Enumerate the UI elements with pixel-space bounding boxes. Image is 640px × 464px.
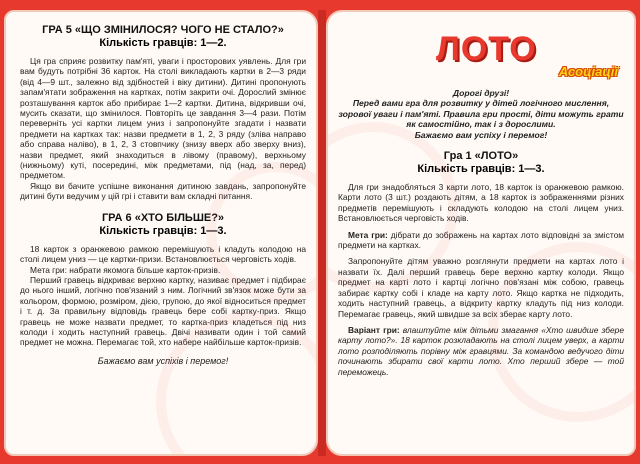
game5-title: ГРА 5 «ЩО ЗМІНИЛОСЯ? ЧОГО НЕ СТАЛО?» xyxy=(42,24,284,36)
game6-paragraph: Перший гравець відкриває верхню картку, називає предмет і підбирає до нього інший, логічно пов'язаний з ним. Логічний зв'язок може бути за кольором, формою, розміром, дією, групою, до якої відноситься предмет і т. д. За правильну відповідь гравець бере собі картку-приз. Якщо гравець не може назвати предмет, то картка-приз кладеться під низ колоди і ходить наступний гравець. Двічі називати один і той самий предмет не можна. Перемагає той, хто набере найбільше карток-призів. xyxy=(20,274,306,348)
game6-closing: Бажаємо вам успіхів і перемог! xyxy=(97,355,229,366)
goal-text: дібрати до зображень на картах лото відповідні за змістом предмети на картках. xyxy=(338,229,624,251)
intro xyxy=(338,88,624,140)
game6-title: ГРА 6 «ХТО БІЛЬШЕ?» xyxy=(101,211,225,224)
game6-players: Кількість гравців: 1—3. xyxy=(99,224,227,237)
goal-label: Мета гри: xyxy=(348,229,388,240)
intro-text: Перед вами гра для розвитку у дітей логічного мислення, зорової уваги і пам'яті. Правила гри прості, діти можуть грати як самостійно, так і з дорослими. xyxy=(338,98,624,130)
spine xyxy=(318,10,326,456)
variant-text: влаштуйте між дітьми змагання «Хто швидше зберe карту лото?». 18 карток розкладають на столі лицем уверх, а карти лото розподіляють порівну між гравцями. За командою ведучого діти починають збирати свої карти лото. Хто перший збере — той переможець. xyxy=(338,324,624,377)
logo-area xyxy=(338,18,624,88)
game5-paragraph: Ця гра сприяє розвитку пам'яті, уваги і просторових уявлень. Для гри вам будуть потрібні 36 карток. На столі викладають картки в 2—3 ряди (від 4—9 шт., залежно від здібностей і віку дитини). Дитині пропонують запам'ятати зображення на картках, потім закрити очі. Дорослий змінює розташування карток або прибирає 1—2 картки. Дитина, відкривши очі, мусить сказати, що змінилося. Повторіть це завдання 3—4 рази. Потім переверніть усі картки лицем униз і запропонуйте згадати і назвати предмети на картках так: назви предмети в 1, 2, 3 ряду (зліва направо або справа наліво), в 1, 2, 3 стовпчику (знизу вверх або зверху вниз), назви предмет, який знаходиться в лівому (правому), верхньому (нижньому) куті, посередині, між предметами, під (над, за, перед) предметом. xyxy=(20,56,306,181)
intro-greeting: Дорогі друзі! xyxy=(452,88,510,98)
game1-paragraph: Запропонуйте дітям уважно розглянути предмети на картах лото і назвати їх. Далі перший гравець бере верхню картку колоди. Якщо предмет на карті лото і картці логічно пов'язані між собою, гравець забирає картку собі і кладе на карту лото. Якщо картка не підходить, ходить наступний гравець, а відкриту картку кладуть під низ колоди. Перемагає гравець, який швидше за всіх зберає карту лото. xyxy=(338,256,624,319)
game5-players: Кількість гравців: 1—2. xyxy=(99,37,227,49)
game6-paragraph: Мета гри: набрати якомога більше карток-призів. xyxy=(30,264,221,275)
game6-paragraph: 18 карток з оранжевою рамкою перемішують і кладуть колодою на столі лицем униз — це картки-призи. Встановлюється черговість ходів. xyxy=(20,243,306,265)
intro-wish: Бажаємо вам успіху і перемог! xyxy=(414,129,548,140)
game5-paragraph: Якщо ви бачите успішне виконання дитиною завдань, запропонуйте дитині бути ведучим у цій грі і ставити вам складні питання. xyxy=(20,180,306,202)
game1-players: Кількість гравців: 1—3. xyxy=(417,163,545,176)
game1-title: Гра 1 «ЛОТО» xyxy=(443,150,519,163)
game1-variant xyxy=(338,325,624,377)
tagline: Асоціації xyxy=(558,64,618,79)
game1-goal xyxy=(338,230,624,251)
right-page xyxy=(326,10,636,456)
left-page xyxy=(4,10,318,456)
game1-block xyxy=(338,150,624,377)
variant-label: Варіант гри: xyxy=(348,324,400,335)
game1-paragraph: Для гри знадобляться 3 карти лото, 18 карток із оранжевою рамкою. Карти лото (3 шт.) роздають дітям, а 18 карток із зображеннями різних предметів перемішують і складують колодою на столі лицем униз. Встановлюється черговість ходів. xyxy=(338,182,624,224)
logo-title: ЛОТО xyxy=(436,30,537,68)
